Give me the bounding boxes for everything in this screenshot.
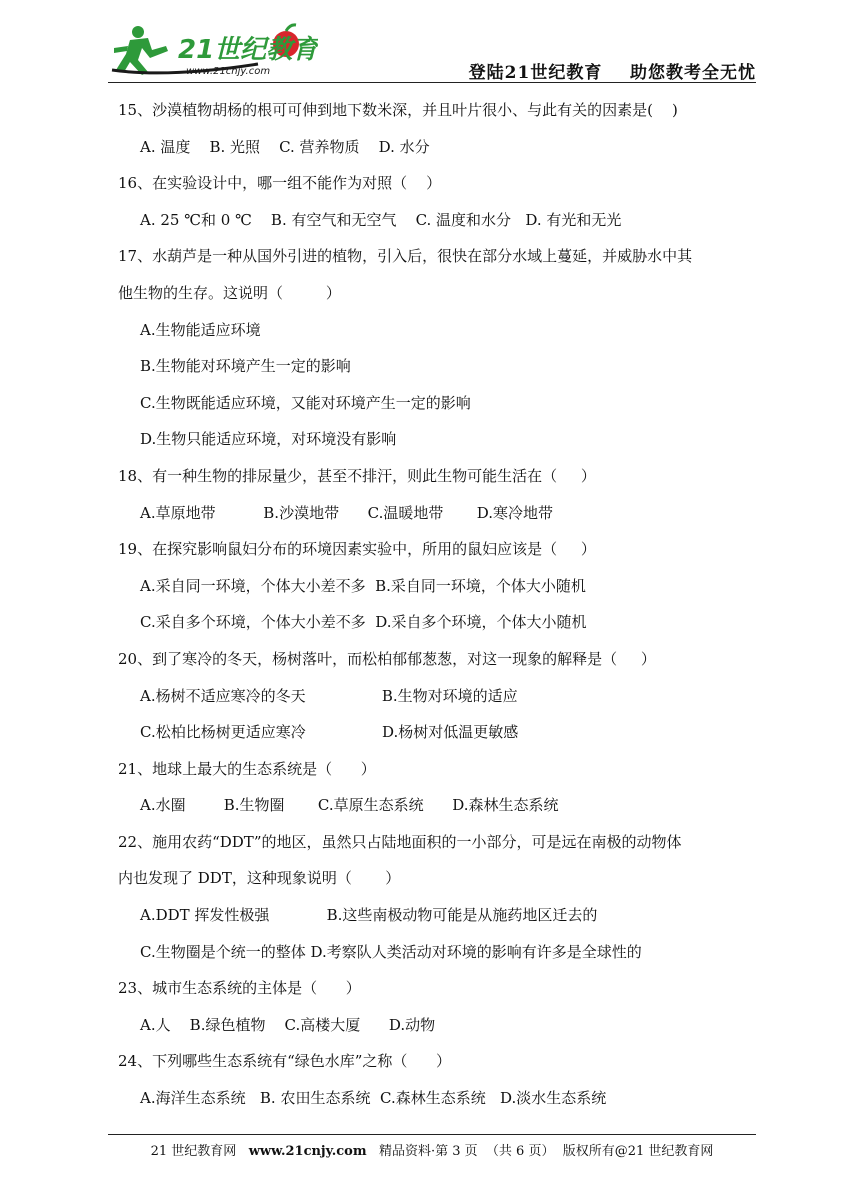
question-text: 18、有一种生物的排尿量少，甚至不排汗，则此生物可能生活在（ ） [118,466,596,485]
question-text: 17、水葫芦是一种从国外引进的植物，引入后，很快在部分水域上蔓延，并威胁水中其 [118,247,693,266]
answer-options: A.草原地带 B.沙漠地带 C.温暖地带 D.寒冷地带 [140,503,554,522]
answer-options: A.DDT 挥发性极强 B.这些南极动物可能是从施药地区迁去的 [140,906,598,925]
question-text: 23、城市生态系统的主体是（ ） [118,979,361,998]
answer-options: B.生物能对环境产生一定的影响 [140,357,351,376]
page-header [108,20,756,82]
question-list [118,92,758,1117]
logo-text: 21世纪教育 [178,35,318,65]
footer-url: www.21cnjy.com [248,1144,367,1159]
question-text: 22、施用农药“DDT”的地区，虽然只占陆地面积的一小部分，可是远在南极的动物体 [118,832,682,851]
answer-options: D.生物只能适应环境，对环境没有影响 [140,430,397,449]
answer-options: A.水圈 B.生物圈 C.草原生态系统 D.森林生态系统 [140,796,559,815]
answer-options: A. 25 ℃和 0 ℃ B. 有空气和无空气 C. 温度和水分 D. 有光和无光 [140,210,622,229]
answer-options: A. 温度 B. 光照 C. 营养物质 D. 水分 [140,137,430,156]
question-text: 16、在实验设计中，哪一组不能作为对照（ ） [118,174,442,193]
footer-divider [108,1134,756,1135]
answer-options: A.采自同一环境，个体大小差不多 B.采自同一环境，个体大小随机 [140,576,586,595]
question-text: 21、地球上最大的生态系统是（ ） [118,759,376,778]
answer-options: A.海洋生态系统 B. 农田生态系统 C.森林生态系统 D.淡水生态系统 [140,1089,607,1108]
footer-right: 精品资料·第 3 页 （共 6 页） 版权所有@21 世纪教育网 [366,1144,714,1159]
page-footer [108,1140,756,1159]
question-text: 19、在探究影响鼠妇分布的环境因素实验中，所用的鼠妇应该是（ ） [118,540,596,559]
answer-options: C.采自多个环境，个体大小差不多 D.采自多个环境，个体大小随机 [140,613,587,632]
question-text: 15、沙漠植物胡杨的根可可伸到地下数米深，并且叶片很小、与此有关的因素是( ) [118,101,678,119]
question-text: 内也发现了 DDT，这种现象说明（ ） [118,869,401,888]
logo-url: www.21cnjy.com [186,66,271,77]
header-divider [108,82,756,83]
running-figure-icon [114,26,168,75]
question-text: 24、下列哪些生态系统有“绿色水库”之称（ ） [118,1052,452,1071]
footer-left: 21 世纪教育网 [150,1144,249,1159]
answer-options: A.人 B.绿色植物 C.高楼大厦 D.动物 [140,1015,436,1034]
answer-options: C.生物既能适应环境，又能对环境产生一定的影响 [140,393,471,412]
header-slogan: 登陆21世纪教育 助您教考全无忧 [468,63,756,83]
answer-options: A.杨树不适应寒冷的冬天 B.生物对环境的适应 [140,686,518,705]
answer-options: C.松柏比杨树更适应寒冷 D.杨树对低温更敏感 [140,723,519,742]
answer-options: C.生物圈是个统一的整体 D.考察队人类活动对环境的影响有许多是全球性的 [140,942,642,961]
site-logo [108,20,318,80]
question-text: 20、到了寒冷的冬天，杨树落叶，而松柏郁郁葱葱，对这一现象的解释是（ ） [118,649,656,668]
answer-options: A.生物能适应环境 [140,320,261,339]
question-text: 他生物的生存。这说明（ ） [118,283,341,302]
